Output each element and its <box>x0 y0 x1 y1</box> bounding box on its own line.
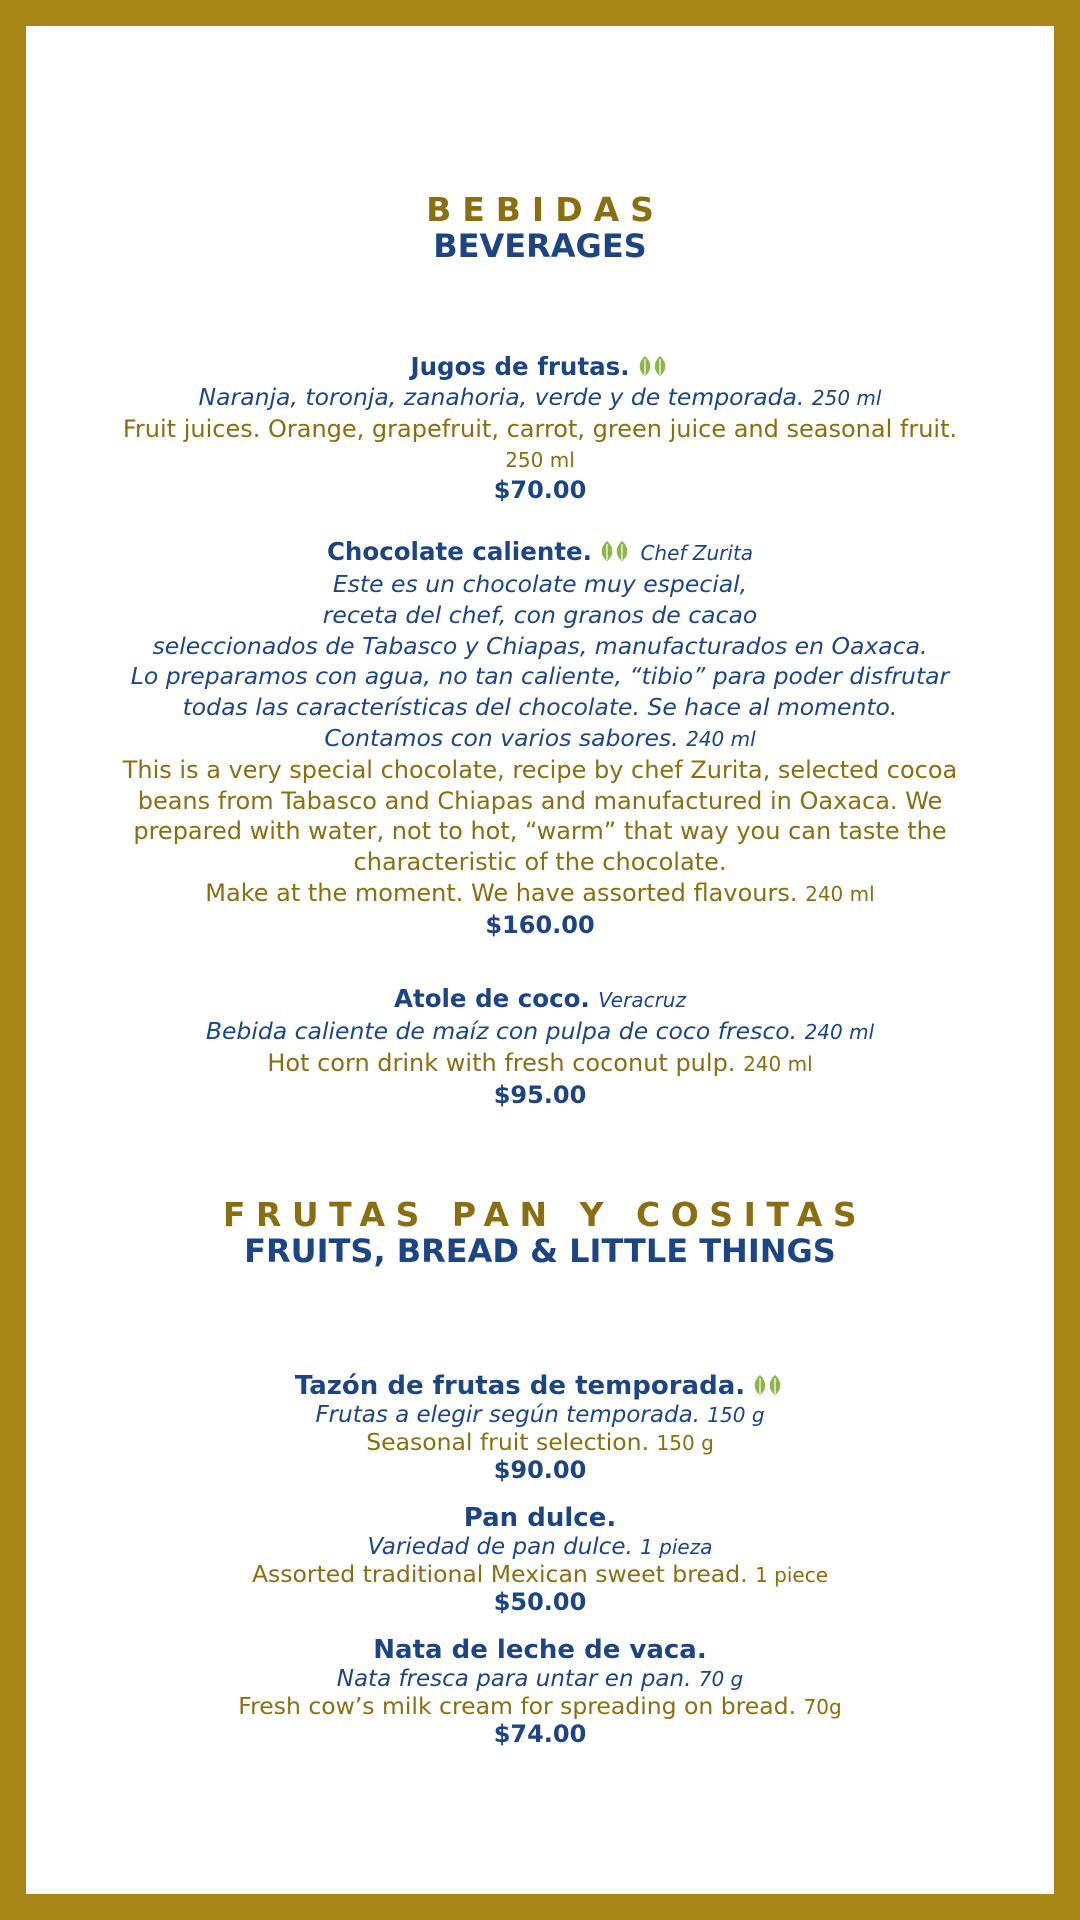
menu-item-jugos <box>26 351 1054 505</box>
item-price: $90.00 <box>493 1456 587 1484</box>
item-description-en-line: Make at the moment. We have assorted flavours. 240 ml <box>205 878 875 907</box>
item-description-es-line: todas las características del chocolate. Se hace al momento. <box>182 693 898 722</box>
section-heading-fruits <box>26 1197 1054 1269</box>
item-description-en: Fruit juices. Orange, grapefruit, carrot, green juice and seasonal fruit. <box>122 414 958 443</box>
item-name: Pan dulce. <box>463 1503 617 1533</box>
item-description-en: Hot corn drink with fresh coconut pulp. 240 ml <box>267 1048 813 1077</box>
section-title-en: BEVERAGES <box>433 227 647 265</box>
item-description-es: Nata fresca para untar en pan. 70 g <box>336 1666 744 1692</box>
item-name-line <box>26 536 1054 569</box>
menu-item-chocolate <box>26 536 1054 940</box>
menu-item-tazon <box>26 1371 1054 1484</box>
item-name-line <box>26 351 1054 382</box>
leaf-icon <box>598 539 632 563</box>
item-description-en: Seasonal fruit selection. 150 g <box>366 1428 714 1456</box>
item-quantity-es: 1 pieza <box>640 1535 713 1559</box>
menu-item-atole <box>26 983 1054 1110</box>
item-quantity-es: 70 g <box>698 1667 744 1691</box>
item-description-es: Naranja, toronja, zanahoria, verde y de temporada. 250 ml <box>198 383 882 411</box>
leaf-icon <box>751 1373 785 1397</box>
menu-page <box>26 26 1054 1894</box>
item-description-es: Bebida caliente de maíz con pulpa de coco fresco. 240 ml <box>205 1017 875 1045</box>
item-quantity-es: 150 g <box>707 1403 765 1427</box>
item-price: $74.00 <box>493 1720 587 1748</box>
item-name: Atole de coco. <box>394 984 590 1013</box>
item-quantity-en: 70g <box>803 1695 842 1719</box>
item-quantity-en: 1 piece <box>755 1563 829 1587</box>
item-description-es: Variedad de pan dulce. 1 pieza <box>367 1534 713 1560</box>
menu-item-pan-dulce <box>26 1503 1054 1616</box>
item-origin: Chef Zurita <box>640 541 754 565</box>
item-price: $160.00 <box>485 910 595 939</box>
item-name: Nata de leche de vaca. <box>373 1635 707 1665</box>
item-quantity-es: 240 ml <box>686 726 756 751</box>
item-description-en-line: beans from Tabasco and Chiapas and manufactured in Oaxaca. We <box>137 786 943 815</box>
leaf-icon <box>636 354 670 378</box>
item-description-es: Frutas a elegir según temporada. 150 g <box>315 1402 765 1428</box>
item-origin: Veracruz <box>598 988 686 1012</box>
item-name: Chocolate caliente. <box>326 537 592 566</box>
section-heading-beverages <box>26 192 1054 264</box>
item-price: $95.00 <box>493 1080 587 1109</box>
item-description-en-line: prepared with water, not to hot, “warm” that way you can taste the <box>133 817 947 846</box>
item-description-es-line: Contamos con varios sabores. 240 ml <box>324 723 756 752</box>
item-name: Jugos de frutas. <box>410 352 630 381</box>
item-name: Tazón de frutas de temporada. <box>294 1371 746 1401</box>
item-name-line <box>26 1371 1054 1402</box>
item-description-es-line: Lo preparamos con agua, no tan caliente, “tibio” para poder disfrutar <box>130 662 950 691</box>
item-description-en-line: characteristic of the chocolate. <box>353 848 727 877</box>
item-quantity-es: 250 ml <box>811 386 882 410</box>
item-description-es-line: Este es un chocolate muy especial, <box>332 570 748 598</box>
item-description-en: Assorted traditional Mexican sweet bread. 1 piece <box>251 1560 829 1588</box>
item-quantity-es: 240 ml <box>804 1020 875 1044</box>
item-quantity-en: 250 ml <box>505 447 575 472</box>
item-description-en-line: This is a very special chocolate, recipe by chef Zurita, selected cocoa <box>122 755 958 784</box>
section-title-es: BEBIDAS <box>426 190 665 229</box>
item-price: $50.00 <box>493 1588 587 1616</box>
item-quantity-en: 150 g <box>656 1431 714 1455</box>
item-description-en: Fresh cow’s milk cream for spreading on bread. 70g <box>238 1692 842 1720</box>
menu-item-nata <box>26 1635 1054 1748</box>
item-description-es-line: seleccionados de Tabasco y Chiapas, manufacturados en Oaxaca. <box>152 631 928 660</box>
item-quantity-en: 240 ml <box>805 881 875 906</box>
section-title-en: FRUITS, BREAD & LITTLE THINGS <box>244 1232 836 1270</box>
item-price: $70.00 <box>493 476 587 505</box>
section-title-es: FRUTAS PAN Y COSITAS <box>222 1195 868 1234</box>
item-description-es-line: receta del chef, con granos de cacao <box>322 600 758 629</box>
item-quantity-en: 240 ml <box>743 1051 813 1076</box>
item-name-line <box>26 983 1054 1016</box>
